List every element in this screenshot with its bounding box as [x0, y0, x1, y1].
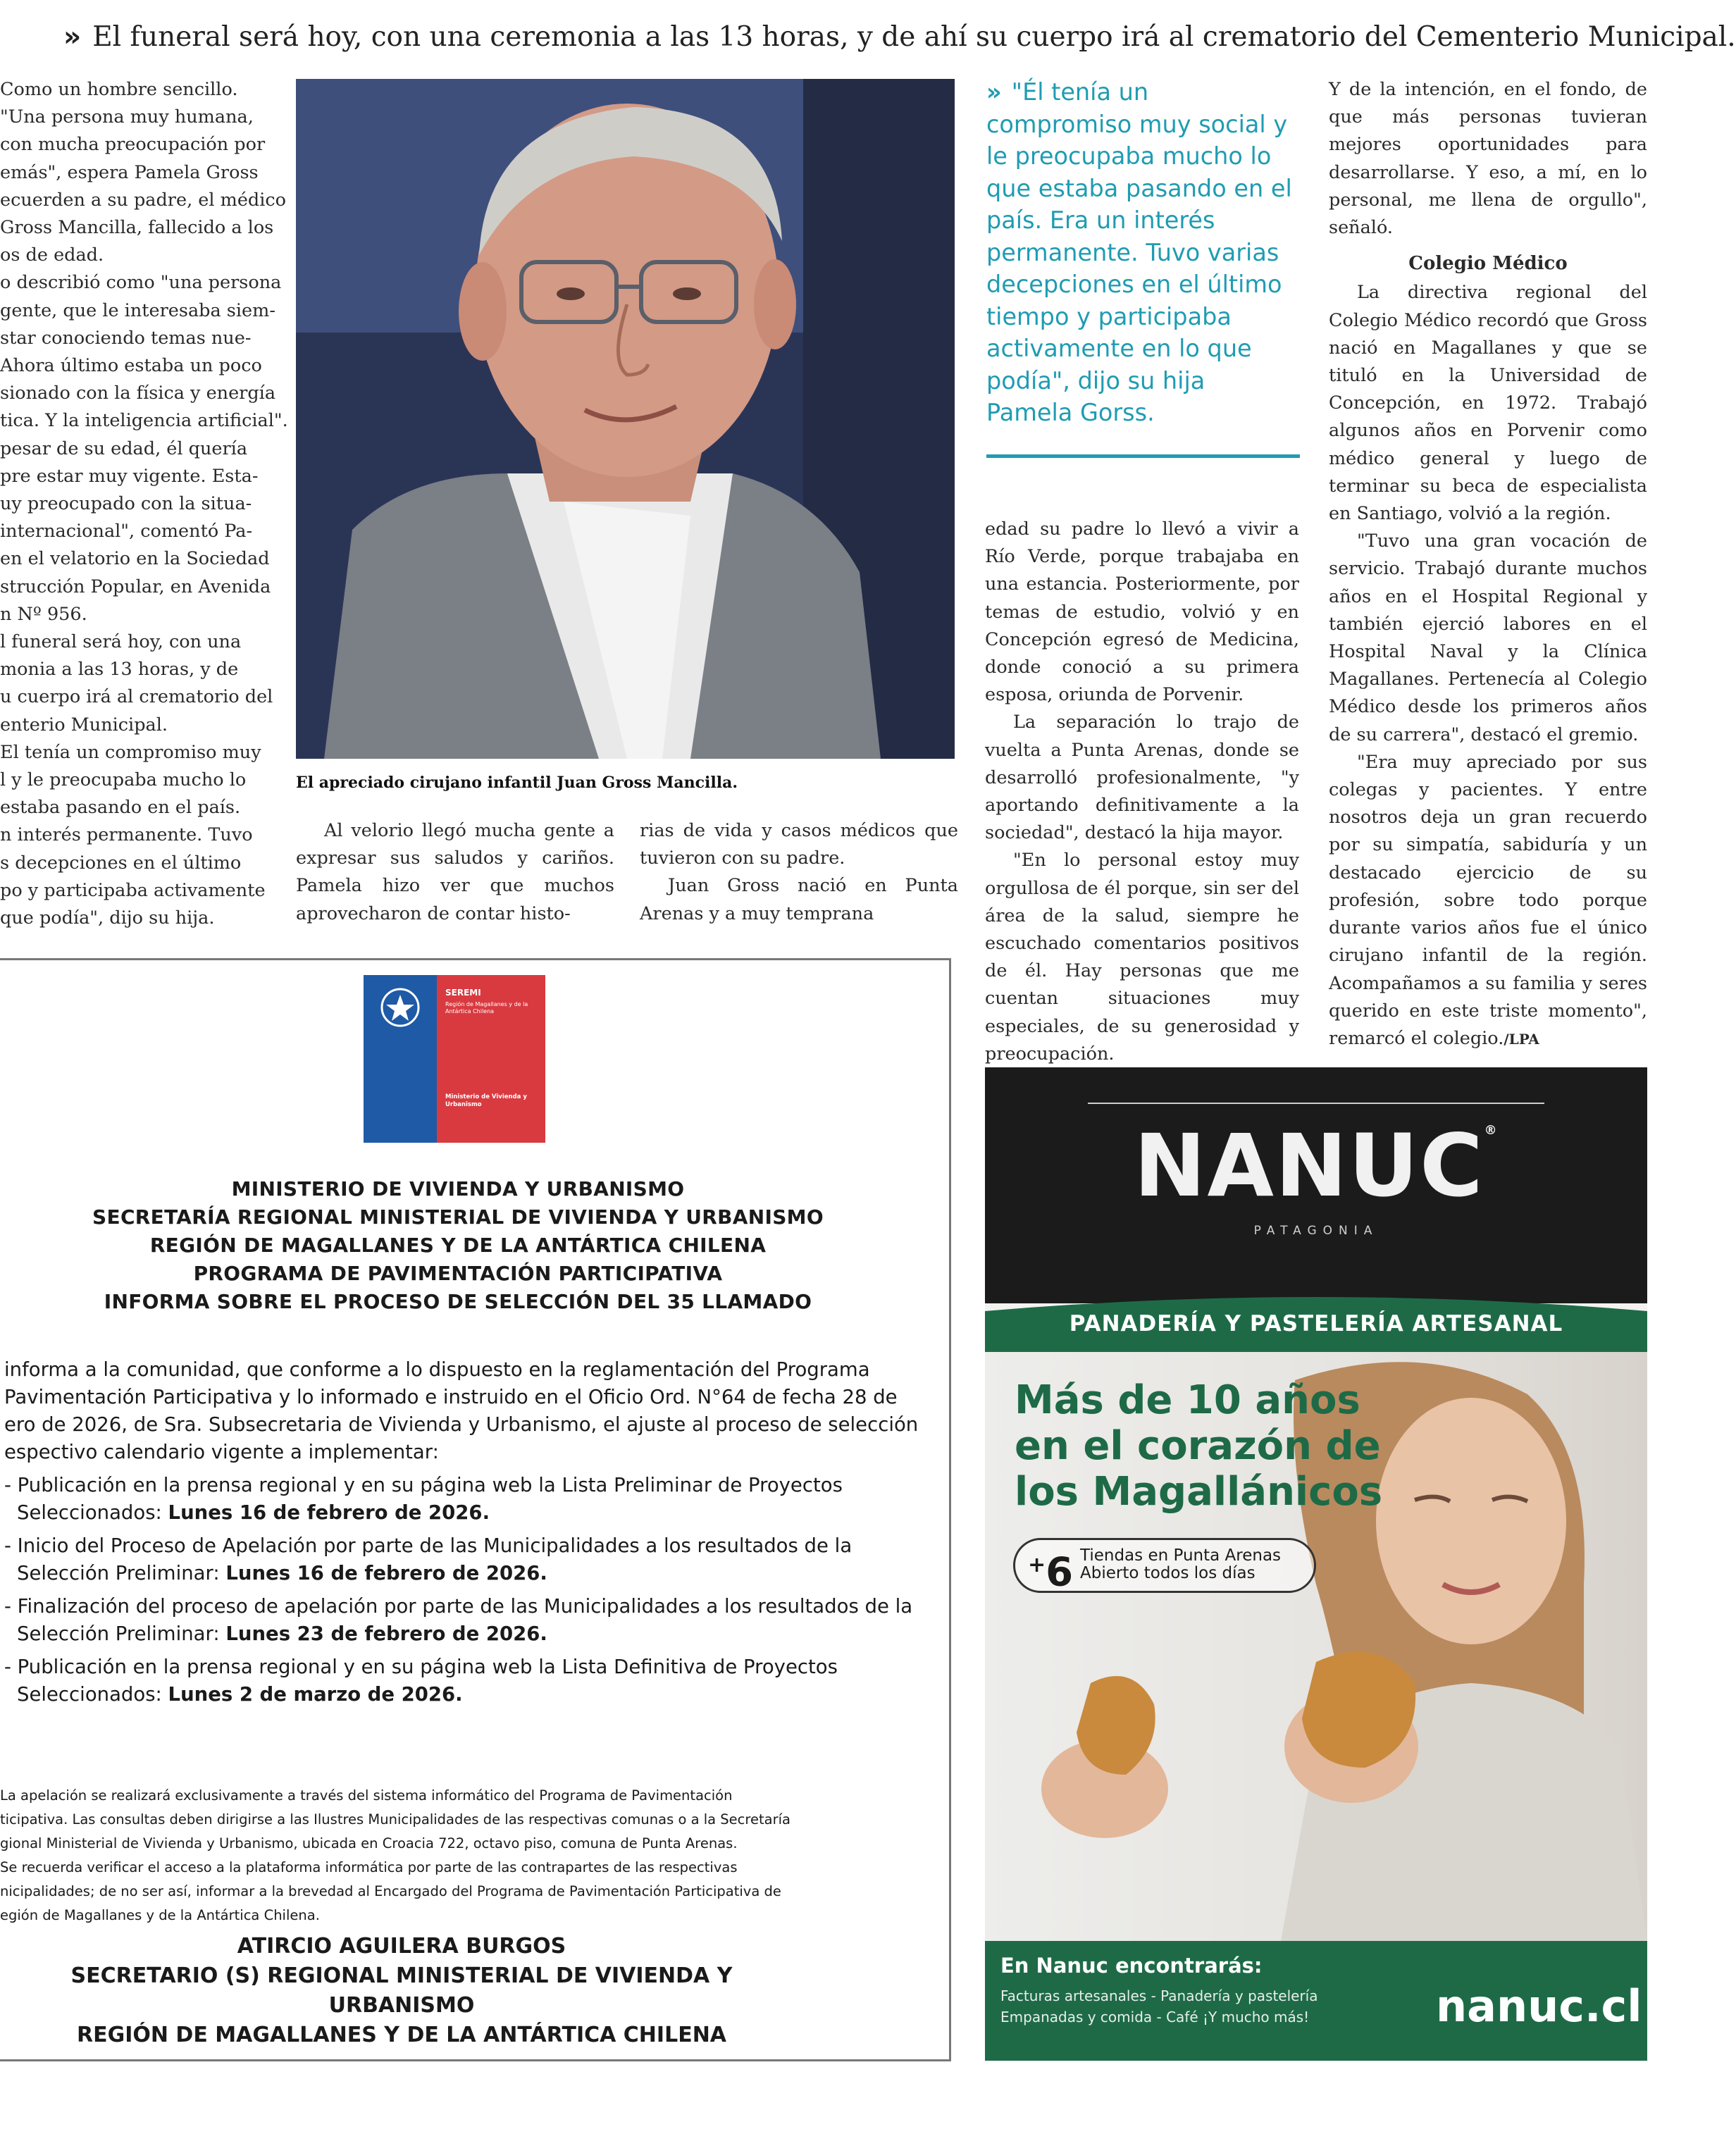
body-column-1 — [296, 817, 614, 937]
calendar-item — [4, 1532, 938, 1587]
brand-logo — [985, 1117, 1647, 1215]
logo-seremi: SEREMI — [445, 988, 481, 998]
calendar-item — [4, 1653, 938, 1708]
notice-heading-line: SECRETARÍA REGIONAL MINISTERIAL DE VIVIENDA Y URBANISMO — [92, 1205, 824, 1229]
left-line: ecuerden a su padre, el médico — [0, 189, 287, 211]
paragraph: Juan Gross nació en Punta Arenas y a muy temprana — [640, 875, 958, 924]
notice-body — [4, 1356, 938, 1737]
ad-footer — [985, 1941, 1647, 2061]
quote-divider — [986, 454, 1300, 458]
logo-title — [445, 988, 540, 1015]
calendar-item-text: - Inicio del Proceso de Apelación por parte de las Municipalidades a los resultados de la — [4, 1534, 852, 1557]
logo-blue-field — [364, 975, 437, 1143]
notice-heading-line: MINISTERIO DE VIVIENDA Y URBANISMO — [231, 1177, 685, 1200]
calendar-date: Lunes 2 de marzo de 2026. — [168, 1683, 463, 1706]
fine-print-line: Se recuerda verificar el acceso a la plataforma informática por parte de las contrapartes de las respectivas — [0, 1859, 738, 1875]
chevron-icon: » — [63, 21, 82, 53]
left-line: con mucha preocupación por — [0, 134, 266, 156]
left-line: emás", espera Pamela Gross — [0, 161, 259, 183]
left-line: Ahora último estaba un poco — [0, 355, 262, 377]
left-line: pre estar muy vigente. Esta- — [0, 465, 259, 487]
paragraph: "En lo personal estoy muy orgullosa de él porque, sin ser del área de la salud, siempre he escuchado comentarios positivos de él. Hay personas que me cuentan situaciones muy especiales, de su generosidad y preocupación. — [985, 850, 1299, 1065]
nanuc-advertisement — [985, 1067, 1647, 2061]
left-line: internacional", comentó Pa- — [0, 521, 253, 542]
slogan-line: Más de 10 años — [1015, 1377, 1360, 1423]
stores-badge — [1013, 1538, 1316, 1596]
trademark-mark: ® — [1484, 1123, 1499, 1138]
footer-line: Facturas artesanales - Panadería y pastelería — [1000, 1987, 1318, 2004]
logo-ministry: Ministerio de Vivienda y Urbanismo — [445, 1093, 527, 1108]
paragraph: "Tuvo una gran vocación de servicio. Trabajó durante muchos años en el Hospital Regional y también ejerció labores en el Hospital Naval y la Clínica Magallanes. Pertenecía al Colegio Médico desde los primeros años de su carrera", destacó el gremio. — [1329, 531, 1647, 745]
portrait-photo — [296, 79, 955, 759]
paragraph: La directiva regional del Colegio Médico recordó que Gross nació en Magallanes y que se tituló en la Universidad de Concepción, en 1972. Trabajó algunos años en Porvenir como médico general y luego de terminar su beca de especialista en Santiago, volvió a la región. — [1329, 282, 1647, 525]
left-line: n Nº 956. — [0, 603, 87, 625]
paragraph: Al velorio llegó mucha gente a expresar sus saludos y cariños. Pamela hizo ver que muchos aprovecharon de contar histo- — [296, 820, 614, 924]
calendar-date: Lunes 16 de febrero de 2026. — [225, 1562, 547, 1584]
left-line: que podía", dijo su hija. — [0, 907, 215, 929]
left-line: o describió como "una persona — [0, 272, 282, 294]
left-line: estaba pasando en el país. — [0, 797, 241, 819]
notice-intro-line: informa a la comunidad, que conforme a lo dispuesto en la reglamentación del Programa — [4, 1358, 870, 1381]
photo-caption: El apreciado cirujano infantil Juan Gross Mancilla. — [296, 774, 738, 792]
notice-heading-line: REGIÓN DE MAGALLANES Y DE LA ANTÁRTICA CHILENA — [149, 1234, 767, 1257]
stores-count — [1028, 1540, 1073, 1599]
calendar-item-text: - Publicación en la prensa regional y en su página web la Lista Preliminar de Proyectos — [4, 1474, 843, 1496]
stores-line: Abierto todos los días — [1080, 1564, 1256, 1582]
signature-line: ATIRCIO AGUILERA BURGOS — [237, 1934, 566, 1959]
left-line: Como un hombre sencillo. — [0, 79, 238, 100]
calendar-item-label: Selección Preliminar: — [17, 1622, 226, 1645]
website-link[interactable]: nanuc.cl — [1436, 1980, 1642, 2032]
left-line: uy preocupado con la situa- — [0, 493, 252, 515]
body-column-2 — [640, 817, 958, 937]
paragraph — [1329, 749, 1647, 1053]
left-line: l funeral será hoy, con una — [0, 631, 242, 653]
paragraph: Y de la intención, en el fondo, de que más personas tuvieran mejores oportunidades para desarrollarse. Y eso, a mí, en lo personal, me llena de orgullo", señaló. — [1329, 79, 1647, 239]
calendar-date: Lunes 16 de febrero de 2026. — [168, 1501, 490, 1524]
notice-heading-line: INFORMA SOBRE EL PROCESO DE SELECCIÓN DEL 35 LLAMADO — [104, 1290, 812, 1313]
paragraph: La separación lo trajo de vuelta a Punta Arenas, donde se desarrolló profesionalmente, "y aportando definitivamente a la sociedad", destacó la hija mayor. — [985, 712, 1299, 844]
fine-print-line: nicipalidades; de no ser así, informar a la brevedad al Encargado del Programa de Pavimentación Participativa de — [0, 1883, 781, 1899]
footer-heading: En Nanuc encontrarás: — [1000, 1954, 1263, 1978]
stores-number: 6 — [1046, 1549, 1074, 1596]
slogan-line: los Magallánicos — [1015, 1469, 1383, 1515]
portrait-illustration — [296, 79, 955, 759]
left-line: monia a las 13 horas, y de — [0, 659, 239, 681]
coat-of-arms-icon — [364, 975, 437, 1048]
body-column-4 — [1329, 76, 1647, 1048]
left-line: pesar de su edad, él quería — [0, 438, 248, 459]
left-line: u cuerpo irá al crematorio del — [0, 686, 273, 708]
left-line: s decepciones en el último — [0, 852, 242, 874]
pull-quote-text: "Él tenía un compromiso muy social y le preocupaba mucho lo que estaba pasando en el país. Era un interés permanente. Tuvo varias decepciones en el último tiempo y participaba activamente en lo que podía", dijo su hija Pamela Gorss. — [986, 78, 1292, 426]
calendar-item-text: - Finalización del proceso de apelación por parte de las Municipalidades a los resultados de la — [4, 1595, 913, 1618]
author-signature: /LPA — [1504, 1030, 1539, 1048]
calendar-date: Lunes 23 de febrero de 2026. — [225, 1622, 547, 1645]
ad-divider — [1088, 1103, 1544, 1104]
brand-name: NANUC — [1134, 1116, 1484, 1216]
left-line: l y le preocupaba mucho lo — [0, 769, 247, 791]
fine-print-line: La apelación se realizará exclusivamente a través del sistema informático del Programa de Pavimentación — [0, 1787, 733, 1804]
footer-line: Empanadas y comida - Café ¡Y mucho más! — [1000, 2009, 1310, 2025]
stores-text — [1080, 1547, 1281, 1582]
seremi-logo — [364, 975, 545, 1143]
subheading: Colegio Médico — [1408, 253, 1568, 275]
fine-print-line: ticipativa. Las consultas deben dirigirse a las Ilustres Municipalidades de las respectivas comunas o a la Secretaría — [0, 1811, 790, 1828]
paragraph-text: "Era muy apreciado por sus colegas y pacientes. Y entre nosotros deja un gran recuerdo por su simpatía, sabiduría y un destacado ejercicio de su profesión, sobre todo porque durante varios años fue el único cirujano infantil de la región. Acompañamos a su familia y seres querido en este triste momento", remarcó el colegio. — [1329, 751, 1647, 1049]
stores-prefix: + — [1028, 1553, 1046, 1577]
notice-intro-line: espectivo calendario vigente a implementar: — [4, 1441, 439, 1463]
calendar-item-label: Seleccionados: — [17, 1501, 168, 1524]
calendar-item-text: - Publicación en la prensa regional y en su página web la Lista Definitiva de Proyectos — [4, 1656, 838, 1678]
left-line: n interés permanente. Tuvo — [0, 824, 253, 846]
left-line: "Una persona muy humana, — [0, 106, 254, 128]
headline — [63, 13, 1736, 62]
headline-text: El funeral será hoy, con una ceremonia a las 13 horas, y de ahí su cuerpo irá al crematorio del Cementerio Municipal. — [92, 21, 1736, 53]
notice-signature — [14, 1932, 789, 2047]
signature-line: SECRETARIO (S) REGIONAL MINISTERIAL DE VIVIENDA Y URBANISMO — [70, 1963, 733, 2018]
left-line: El tenía un compromiso muy — [0, 741, 261, 763]
stores-line: Tiendas en Punta Arenas — [1080, 1546, 1282, 1565]
logo-region: Región de Magallanes y de la Antártica Chilena — [445, 1001, 528, 1015]
left-column — [0, 76, 288, 936]
signature-line: REGIÓN DE MAGALLANES Y DE LA ANTÁRTICA CHILENA — [76, 2023, 727, 2047]
left-line: po y participaba activamente — [0, 879, 266, 901]
pull-quote — [986, 76, 1296, 435]
calendar-item-label: Selección Preliminar: — [17, 1562, 226, 1584]
left-line: Gross Mancilla, fallecido a los — [0, 217, 274, 239]
left-line: gente, que le interesaba siem- — [0, 299, 275, 321]
fine-print-line: gional Ministerial de Vivienda y Urbanismo, ubicada en Croacia 722, octavo piso, comuna de Punta Arenas. — [0, 1835, 738, 1851]
ad-header — [985, 1067, 1647, 1303]
notice-intro-line: Pavimentación Participativa y lo informado e instruido en el Oficio Ord. N°64 de fecha 28 de — [4, 1386, 898, 1408]
notice-intro-line: ero de 2026, de Sra. Subsecretaria de Vivienda y Urbanismo, el ajuste al proceso de selección — [4, 1413, 919, 1436]
calendar-item — [4, 1593, 938, 1648]
notice-fine-print — [0, 1784, 937, 1925]
left-line: os de edad. — [0, 244, 104, 266]
ad-slogan — [1015, 1377, 1409, 1515]
calendar-item-label: Seleccionados: — [17, 1683, 168, 1706]
calendar-item — [4, 1472, 938, 1527]
paragraph: edad su padre lo llevó a vivir a Río Verde, porque trabajaba en una estancia. Posteriormente, por temas de estudio, volvió y en Concepción egresó de Medicina, donde conoció a su primera esposa, oriunda de Porvenir. — [985, 519, 1299, 706]
left-line: sionado con la física y energía — [0, 383, 276, 404]
left-line: star conociendo temas nue- — [0, 327, 252, 349]
fine-print-line: egión de Magallanes y de la Antártica Chilena. — [0, 1907, 320, 1923]
notice-heading-line: PROGRAMA DE PAVIMENTACIÓN PARTICIPATIVA — [193, 1262, 723, 1285]
ad-band-text: PANADERÍA Y PASTELERÍA ARTESANAL — [1069, 1311, 1563, 1336]
body-column-3 — [985, 516, 1299, 1065]
left-line: en el velatorio en la Sociedad — [0, 548, 270, 570]
notice-heading — [14, 1175, 902, 1316]
brand-tagline: PATAGONIA — [1253, 1224, 1379, 1238]
left-line: tica. Y la inteligencia artificial". — [0, 410, 288, 432]
paragraph: rias de vida y casos médicos que tuvieron con su padre. — [640, 820, 958, 869]
left-line: enterio Municipal. — [0, 714, 168, 736]
chevron-icon: » — [986, 78, 1002, 106]
left-line: strucción Popular, en Avenida — [0, 576, 271, 597]
slogan-line: en el corazón de — [1015, 1423, 1381, 1469]
